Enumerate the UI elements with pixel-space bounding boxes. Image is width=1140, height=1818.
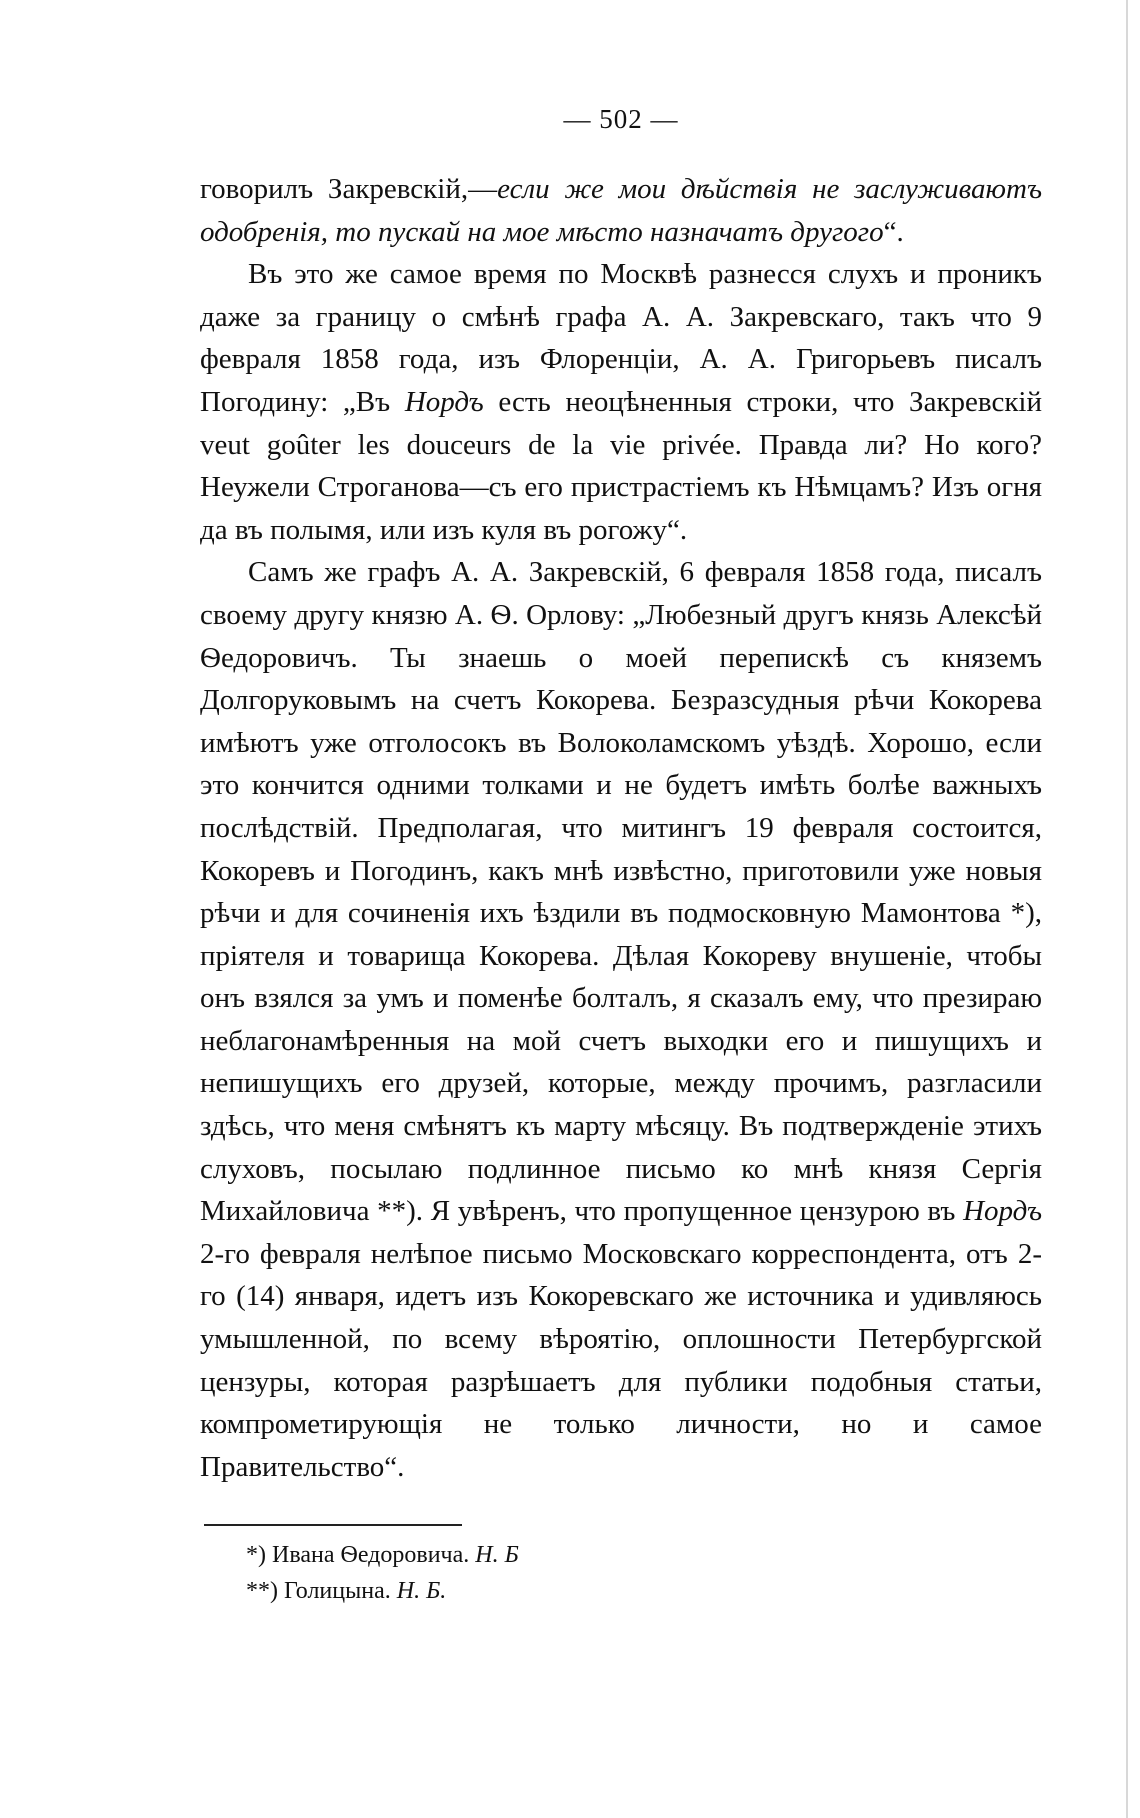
text-run: **) Голицына. [246,1578,397,1604]
italic-text-run: если же мои дѣйствія не заслуживаютъ одобренія, то пускай на мое мѣсто назначатъ другого [200,173,1042,248]
text-run: говорилъ Закревскій,— [200,173,498,205]
italic-text-run: Нордъ [963,1195,1042,1228]
text-run: есть неоцѣненныя строки, что Закревскій veut goûter les douceurs de la vie privée. Правда ли? Но кого? Неужели Строганова—съ его пристрастіемъ къ Нѣмцамъ? Изъ огня да въ полымя, или изъ куля въ рогожу“. [200,385,1042,546]
text-run: *) Ивана Ѳедоровича. [246,1542,476,1568]
paragraph-zakrevsky-letter [200,551,1042,1488]
page-edge-shadow [1126,0,1128,1818]
paragraph-continuation [200,168,1042,253]
body-text [200,168,1042,1488]
text-run: Самъ же графъ А. А. Закревскій, 6 февраля 1858 года, писалъ своему другу князю А. Ѳ. Орлову: „Любезный другъ князь Алексѣй Ѳедоровичъ. Ты знаешь о моей перепискѣ съ княземъ Долгоруковымъ на счетъ Кокорева. Безразсудныя рѣчи Кокорева имѣютъ уже отголосокъ въ Волоколамскомъ уѣздѣ. Хорошо, если это кончится одними толками и не будетъ имѣть болѣе важныхъ послѣдствій. Предполагая, что митингъ 19 февраля состоится, Кокоревъ и Погодинъ, какъ мнѣ извѣстно, приготовили уже новыя рѣчи и для сочиненія ихъ ѣздили въ подмосковную Мамонтова *), пріятеля и товарища Кокорева. Дѣлая Кокореву внушеніе, чтобы онъ взялся за умъ и поменѣе болталъ, я сказалъ ему, что презираю неблагонамѣренныя на мой счетъ выходки его и пишущихъ и непишущихъ его друзей, которые, между прочимъ, разгласили здѣсь, что меня смѣнятъ къ марту мѣсяцу. Въ подтвержденіе этихъ слуховъ, посылаю подлинное письмо ко мнѣ князя Сергія Михайловича **). Я увѣренъ, что пропущенное цензурою въ [200,556,1042,1228]
footnote-divider [204,1524,462,1526]
italic-text-run: Н. Б [475,1542,519,1568]
italic-text-run: Нордъ [404,385,484,418]
text-run: 2-го февраля нелѣпое письмо Московскаго корреспондента, отъ 2-го (14) января, идетъ изъ Кокоревскаго же источника и удивляюсь умышленной, по всему вѣроятію, оплошности Петербургской цензуры, которая разрѣшаетъ для публики подобныя статьи, компрометирующія не только личности, но и самое Правительство“. [200,1237,1042,1483]
italic-text-run: Н. Б. [396,1578,447,1604]
page-number: — 502 — [563,104,679,134]
text-run: “. [883,215,904,248]
footnote-1 [246,1537,519,1573]
footnotes [246,1537,519,1609]
footnote-2 [246,1573,519,1609]
paragraph-grigoriev-letter [200,253,1042,551]
text-run: Въ это же самое время по Москвѣ разнесся слухъ и проникъ даже за границу о смѣнѣ графа А. А. Закревскаго, такъ что 9 февраля 1858 года, изъ Флоренціи, А. А. Григорьевъ писалъ Погодину: „Въ [200,258,1042,418]
